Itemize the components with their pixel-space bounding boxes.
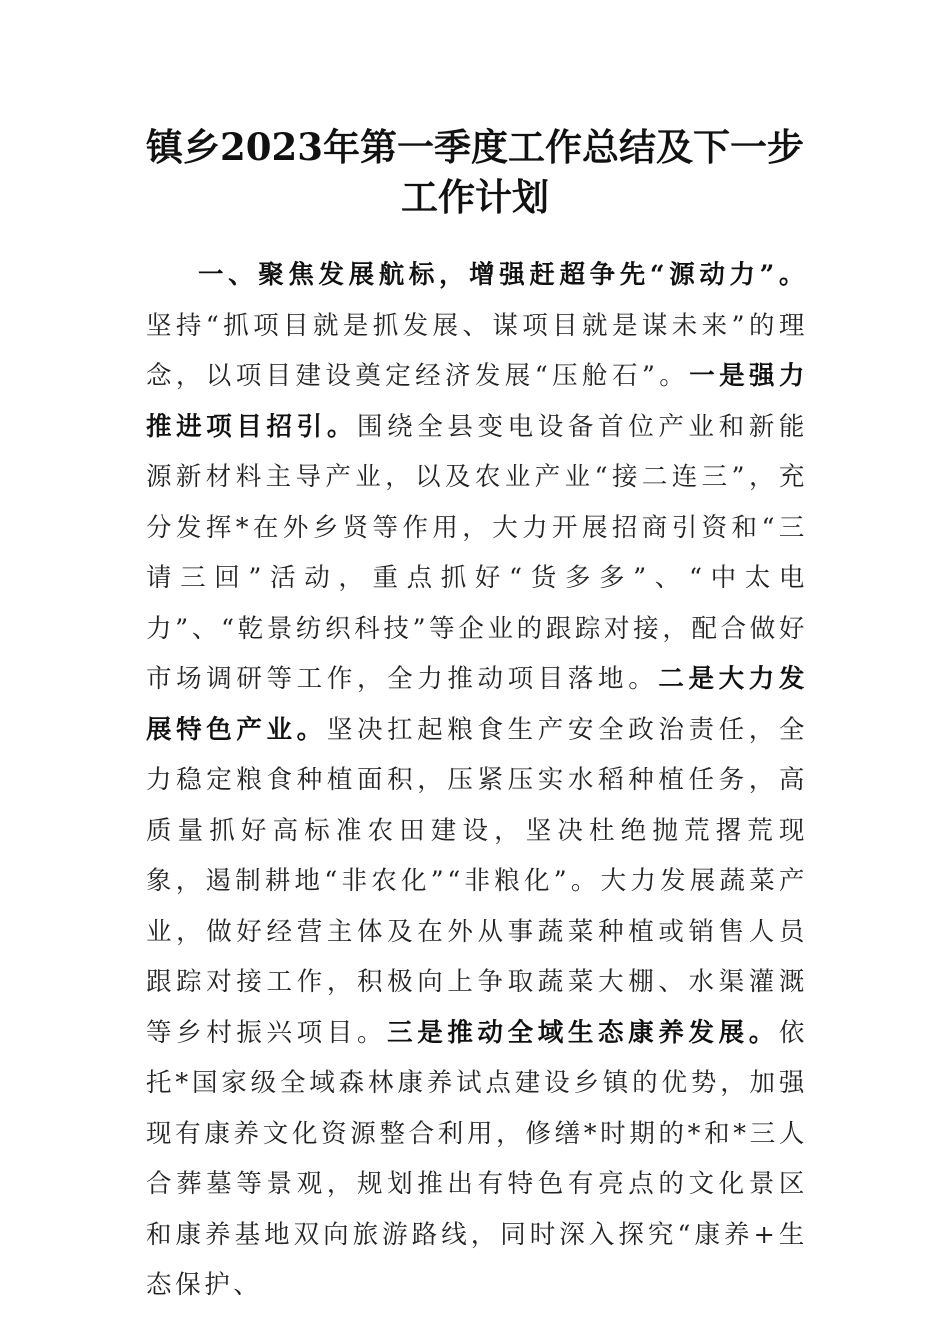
paragraph-sentence-3: 坚决扛起粮食生产安全政治责任，全力稳定粮食种植面积，压紧压实水稻种植任务，高质量抓好高标准农田建设，坚决杜绝抛荒撂荒现象，遏制耕地“非农化”“非粮化”。大力发展蔬菜产业，做好经营主体及在外从事蔬菜种植或销售人员跟踪对接工作，积极向上争取蔬菜大棚、水渠灌溉等乡村振兴项目。 [146, 714, 808, 1048]
paragraph-sentence-4: 依托*国家级全域森林康养试点建设乡镇的优势，加强现有康养文化资源整合利用，修缮*时期的*和*三人合葬墓等景观，规划推出有特色有亮点的文化景区和康养基地双向旅游路线，同时深入探究“康养+生态保护、 [146, 1017, 808, 1300]
bold-point-1: 一是强力推进项目招引。 [146, 361, 808, 442]
document-title [120, 122, 830, 222]
section-heading: 一、聚焦发展航标，增强赶超争先“源动力”。 [198, 260, 808, 290]
bold-point-3: 三是推动全域生态康养发展。 [387, 1017, 779, 1048]
bold-point-2: 二是大力发展特色产业。 [146, 664, 808, 745]
paragraph-sentence-1: 坚持“抓项目就是抓发展、谋项目就是谋未来”的理念，以项目建设奠定经济发展“压舱石”。 [146, 310, 808, 391]
paragraph-sentence-2: 围绕全县变电设备首位产业和新能源新材料主导产业，以及农业产业“接二连三”，充分发挥*在外乡贤等作用，大力开展招商引资和“三请三回”活动，重点抓好“货多多”、“中太电力”、“乾景纺织科技”等企业的跟踪对接，配合做好市场调研等工作，全力推动项目落地。 [146, 411, 808, 694]
title-line-1: 镇乡2023年第一季度工作总结及下一步 [146, 125, 804, 169]
body-paragraph [146, 250, 808, 1311]
title-line-2: 工作计划 [401, 175, 549, 219]
